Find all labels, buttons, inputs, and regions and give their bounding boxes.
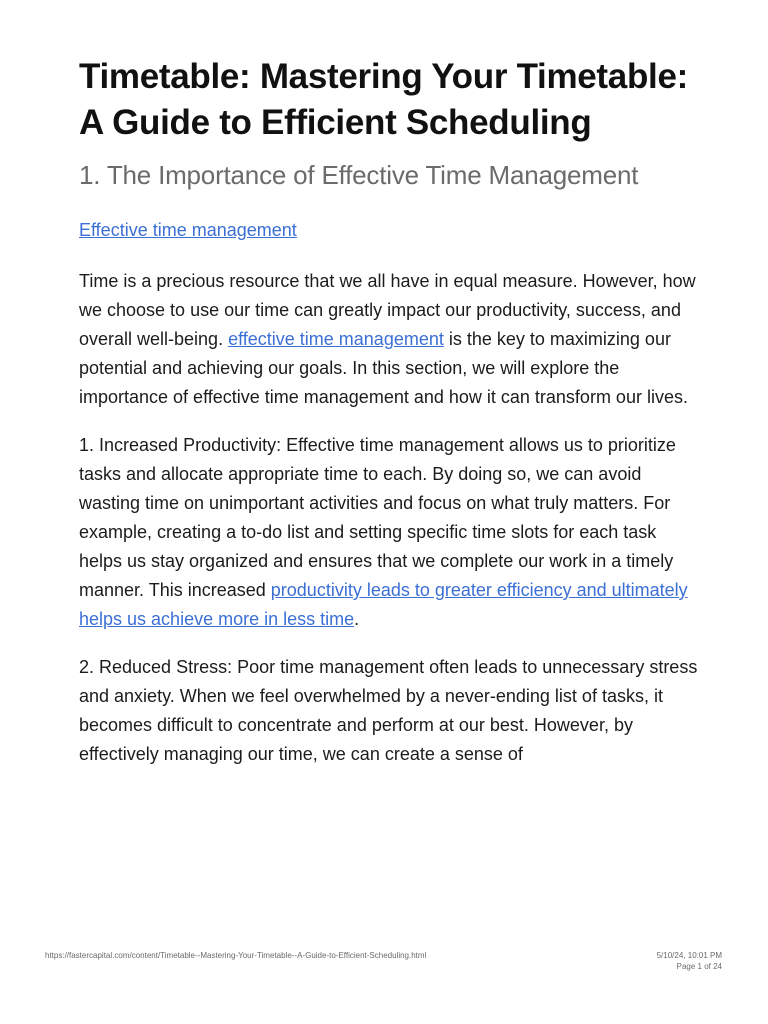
footer-datetime: 5/10/24, 10:01 PM — [656, 951, 722, 960]
productivity-link[interactable]: productivity leads to greater efficiency and ultimately helps us achieve more in less time — [79, 580, 688, 629]
productivity-paragraph — [79, 431, 699, 634]
footer-page-number: Page 1 of 24 — [676, 962, 722, 971]
footer-url: https://fastercapital.com/content/Timetable--Mastering-Your-Timetable--A-Guide-to-Efficient-Scheduling.html — [45, 951, 427, 960]
intro-text-start: Time is a precious resource that we all have in equal measure. However, how we choose to use our time can greatly impact our productivity, success, and overall well-being. — [79, 271, 696, 349]
intro-paragraph — [79, 267, 699, 412]
section-heading: 1. The Importance of Effective Time Management — [79, 160, 639, 190]
document-page — [79, 54, 699, 769]
productivity-text-start: 1. Increased Productivity: Effective time management allows us to prioritize tasks and allocate appropriate time to each. By doing so, we can avoid wasting time on unimportant activities and focus on what truly matters. For example, creating a to-do list and setting specific time slots for each task helps us stay organized and ensures that we complete our work in a timely manner. This increased — [79, 435, 676, 600]
productivity-text-end: . — [354, 609, 360, 629]
effective-time-management-link[interactable]: Effective time management — [79, 220, 297, 240]
effective-time-management-inline-link[interactable]: effective time management — [228, 329, 444, 349]
stress-paragraph: 2. Reduced Stress: Poor time management often leads to unnecessary stress and anxiety. When we feel overwhelmed by a never-ending list of tasks, it becomes difficult to concentrate and perform at our best. However, by effectively managing our time, we can create a sense of — [79, 657, 698, 764]
footer-meta — [657, 950, 722, 972]
intro-text-end: is the key to maximizing our potential and achieving our goals. In this section, we will explore the importance of effective time management and how it can transform our lives. — [79, 329, 688, 407]
page-title: Timetable: Mastering Your Timetable: A Guide to Efficient Scheduling — [79, 57, 688, 142]
